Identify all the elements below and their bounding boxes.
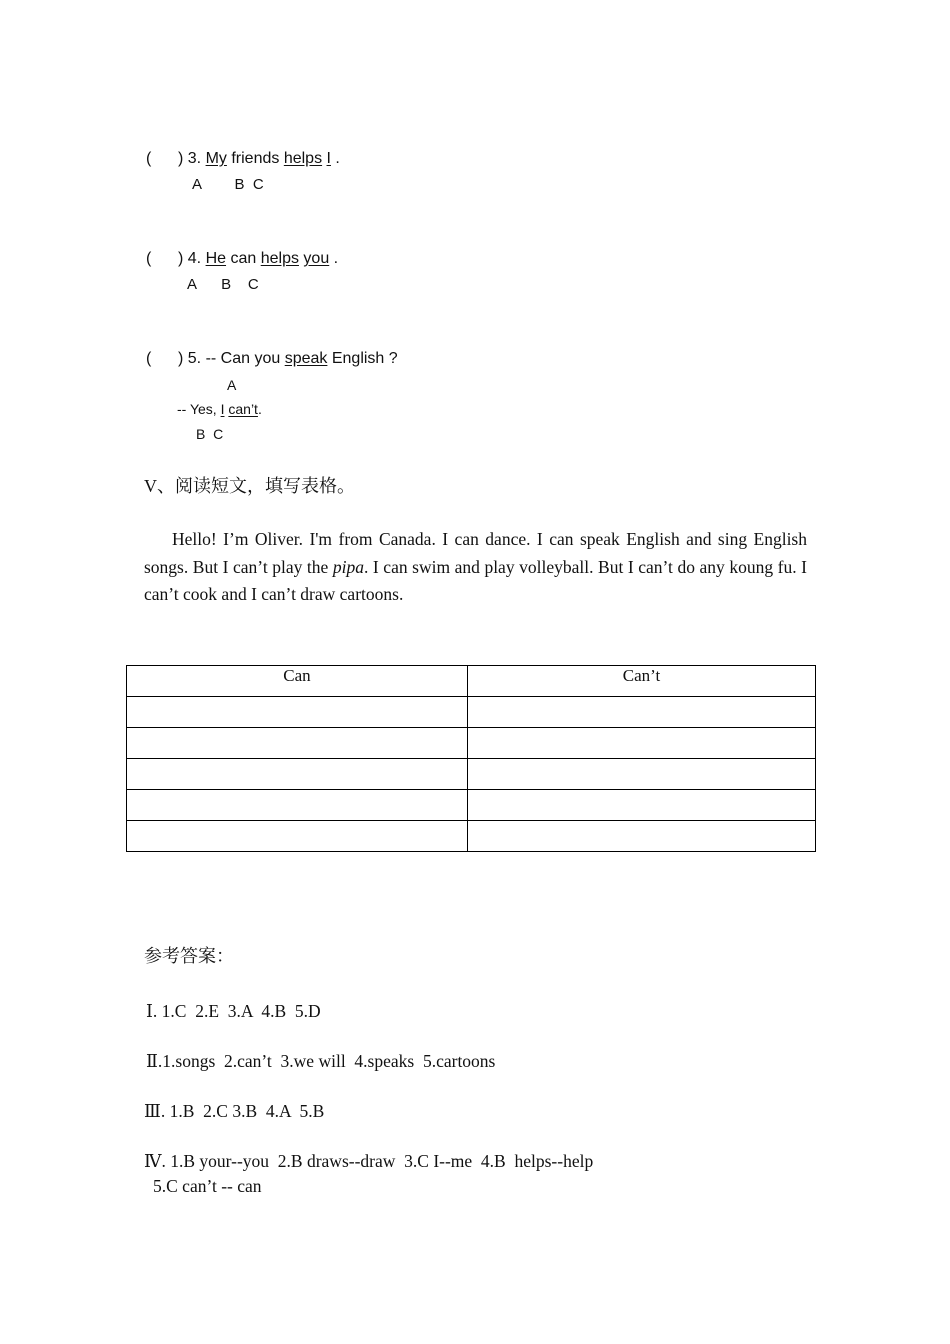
question-5-text: English ?	[327, 350, 398, 367]
answer-line-1: Ⅰ. 1.C 2.E 3.A 4.B 5.D	[146, 1001, 321, 1021]
question-4-number: ( ) 4.	[146, 250, 202, 267]
can-cant-table	[126, 665, 816, 852]
question-5-reply	[177, 401, 262, 417]
passage-text-1: Hello! I’m Oliver. I'm from Canada. I can dance. I can speak English and sing English songs. But I can’t play the	[144, 529, 807, 577]
question-5-option-b: I	[220, 401, 225, 417]
question-4-option-b: helps	[260, 250, 299, 267]
question-3-option-b: helps	[283, 150, 323, 167]
question-5-labels-bc: B C	[196, 426, 224, 442]
question-3-option-c: I	[326, 150, 331, 167]
answer-line-4: Ⅳ. 1.B your--you 2.B draws--draw 3.C I--me 4.B helps--help	[144, 1151, 594, 1171]
question-3-end: .	[330, 150, 340, 167]
question-3-option-a: My	[205, 150, 227, 167]
question-5-option-a: speak	[284, 350, 328, 367]
table-cell[interactable]	[468, 697, 816, 728]
table-cell[interactable]	[127, 790, 468, 821]
table-cell[interactable]	[127, 759, 468, 790]
question-5-reply-end: .	[257, 401, 262, 417]
table-cell[interactable]	[468, 759, 816, 790]
table-cell[interactable]	[468, 728, 816, 759]
reading-passage	[144, 526, 807, 609]
question-4-end: .	[329, 250, 339, 267]
table-cell[interactable]	[127, 821, 468, 852]
question-3-number: ( ) 3.	[146, 150, 202, 167]
question-5	[146, 350, 398, 368]
question-4-option-a: He	[205, 250, 227, 267]
table-row	[127, 759, 816, 790]
question-5-label-a: A	[227, 377, 237, 393]
header-can: Can	[127, 666, 468, 697]
question-5-reply-text: -- Yes,	[177, 401, 221, 417]
table-row	[127, 697, 816, 728]
table-cell[interactable]	[468, 790, 816, 821]
question-4-labels: A B C	[187, 276, 259, 293]
answer-line-3: Ⅲ. 1.B 2.C 3.B 4.A 5.B	[144, 1101, 325, 1121]
table-row	[127, 821, 816, 852]
question-3-text: friends	[226, 150, 284, 167]
question-4-text: can	[226, 250, 261, 267]
question-4	[146, 250, 338, 268]
passage-italic-word: pipa	[332, 556, 364, 577]
question-5-number: ( ) 5. -- Can you	[146, 350, 285, 367]
answer-line-4-continued: 5.C can’t -- can	[153, 1176, 262, 1196]
header-cant: Can’t	[468, 666, 816, 697]
table-cell[interactable]	[468, 821, 816, 852]
question-5-option-c: can’t	[228, 401, 258, 417]
question-4-option-c: you	[303, 250, 330, 267]
table-cell[interactable]	[127, 728, 468, 759]
table-header-row	[127, 666, 816, 697]
answers-title: 参考答案：	[144, 946, 234, 966]
question-3-labels: A B C	[192, 176, 264, 193]
section-v-title: V、阅读短文，填写表格。	[144, 476, 355, 496]
passage-text-2: . I can swim and play volleyball. But I can’t do any koung fu. I can’t cook and I can’t draw cartoons.	[144, 556, 807, 604]
table-row	[127, 728, 816, 759]
table-cell[interactable]	[127, 697, 468, 728]
answer-line-2: Ⅱ.1.songs 2.can’t 3.we will 4.speaks 5.cartoons	[146, 1051, 496, 1071]
question-3	[146, 150, 340, 168]
table-row	[127, 790, 816, 821]
